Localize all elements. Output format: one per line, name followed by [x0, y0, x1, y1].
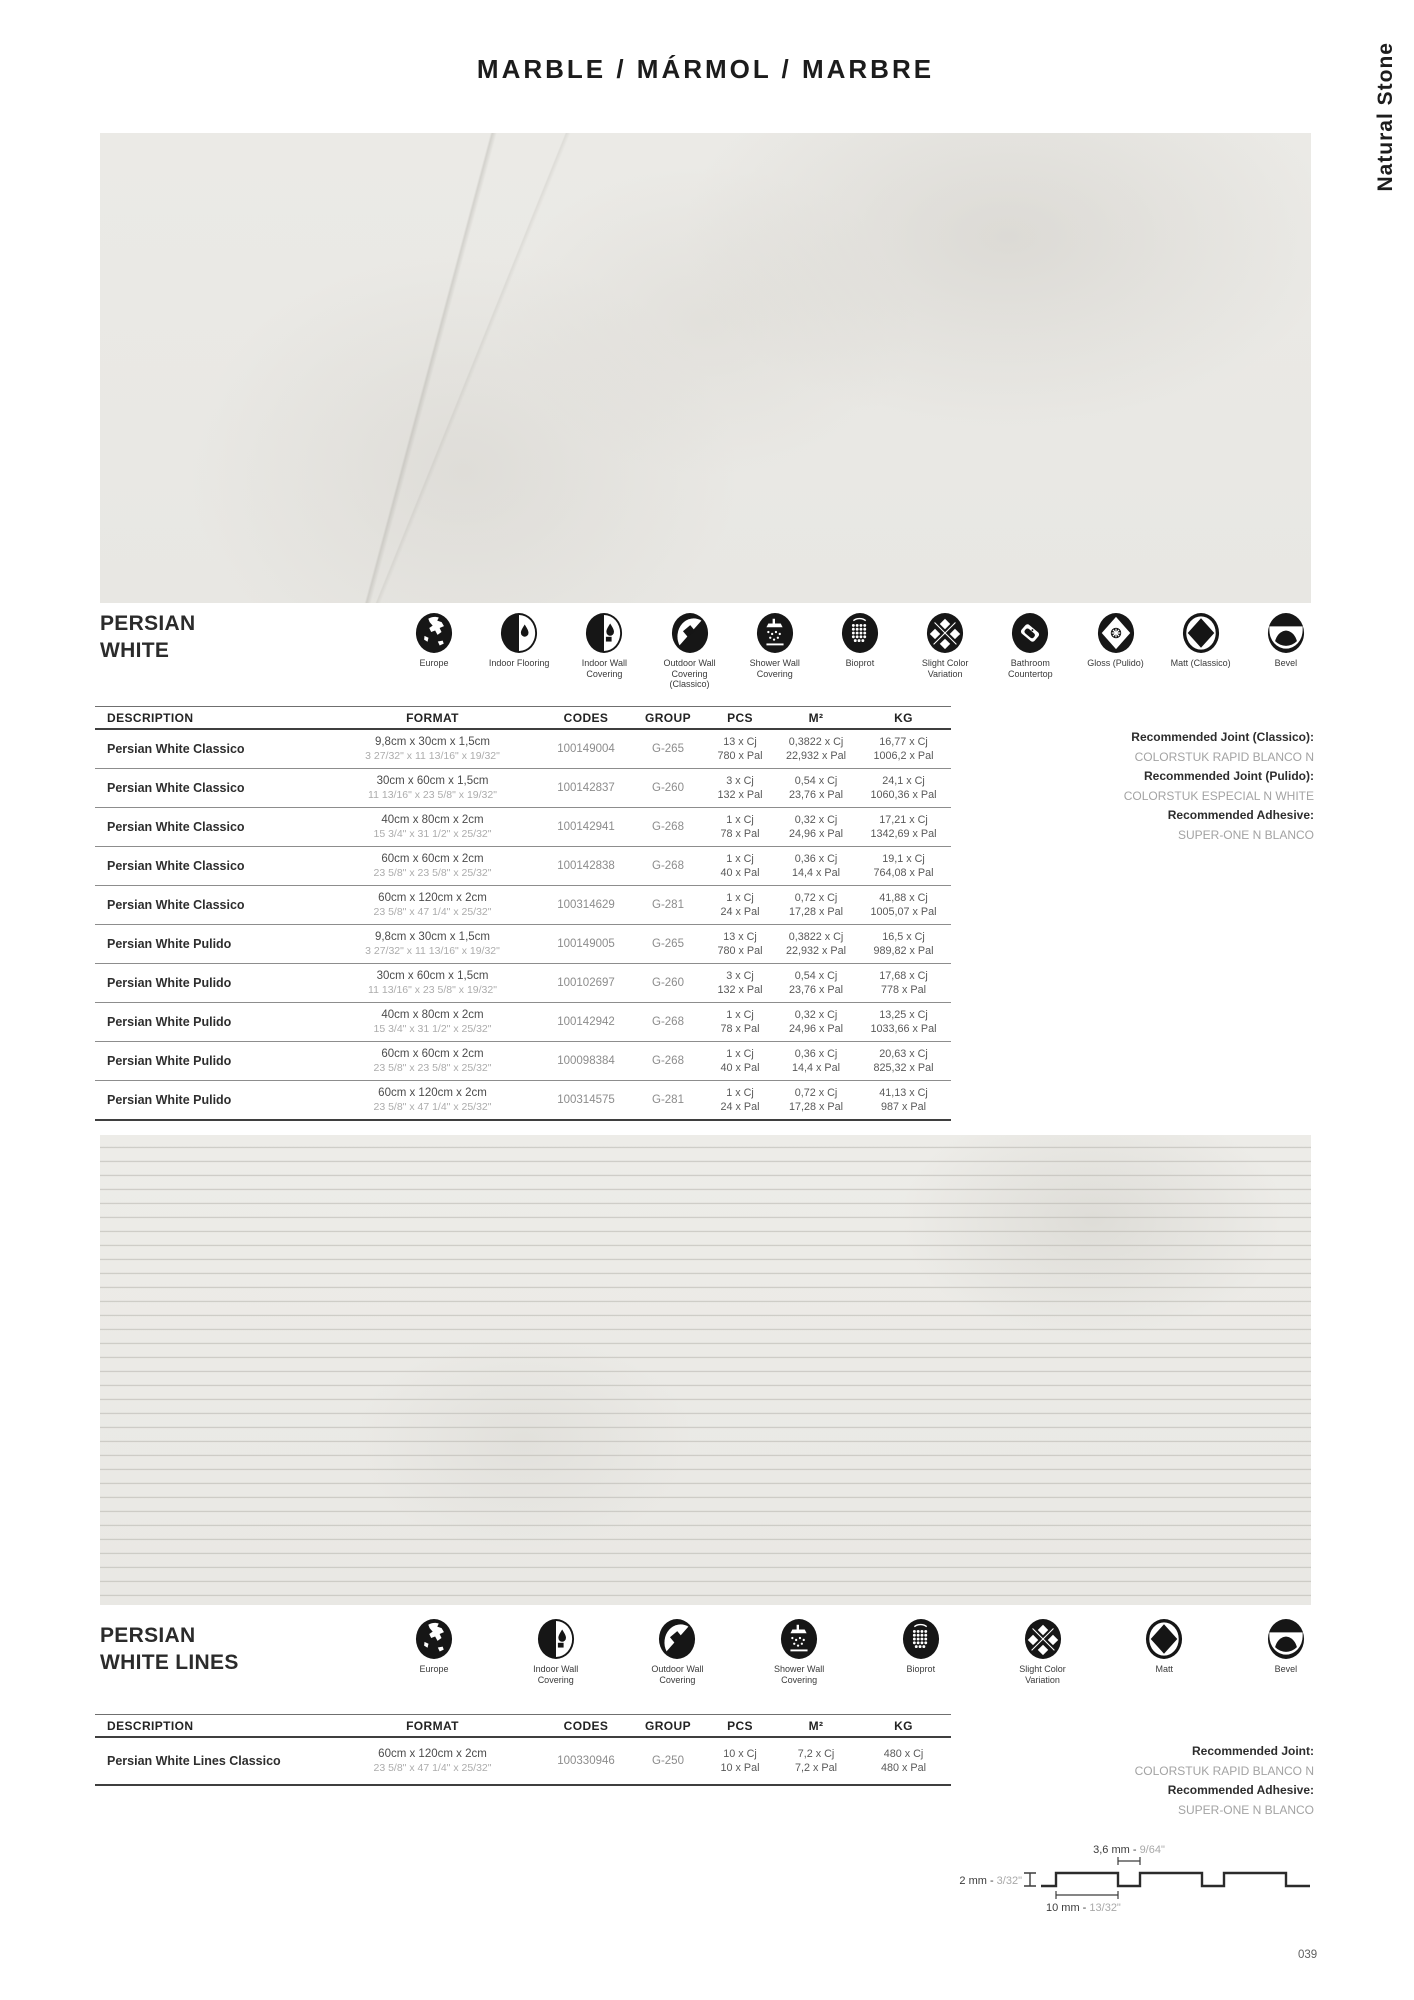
slight-color-variation-icon	[1024, 1618, 1062, 1660]
cell-pcs-pallet: 40 x Pal	[720, 867, 760, 879]
feature-icon-cell	[392, 612, 476, 690]
matt-icon	[1145, 1618, 1183, 1660]
cell-description: Persian White Classico	[107, 898, 245, 912]
col-header-description: DESCRIPTION	[107, 710, 194, 725]
product-photo-persian-white	[100, 133, 1311, 603]
col-header-codes: CODES	[563, 710, 609, 725]
recommendation-label: Recommended Joint (Classico):	[1131, 730, 1314, 744]
table-row	[95, 1738, 951, 1786]
cell-kg-box: 41,13 x Cj	[879, 1087, 928, 1099]
feature-icon-cell	[1074, 612, 1158, 690]
cell-pcs-box: 3 x Cj	[726, 775, 754, 787]
cell-m2-pallet: 22,932 x Pal	[785, 945, 847, 957]
cell-pcs-pallet: 40 x Pal	[720, 1062, 760, 1074]
col-header-pcs: PCS	[727, 710, 753, 725]
cell-kg-box: 24,1 x Cj	[882, 775, 925, 787]
feature-icon-cell	[757, 1618, 841, 1685]
persian-white-spec-table	[95, 706, 951, 1121]
col-header-codes: CODES	[563, 1718, 609, 1733]
feature-icon-cell	[1122, 1618, 1206, 1685]
cell-m2-pallet: 14,4 x Pal	[791, 867, 841, 879]
cell-pcs-pallet: 132 x Pal	[717, 789, 763, 801]
cell-group: G-265	[652, 743, 684, 755]
recommendation-label: Recommended Joint (Pulido):	[1143, 769, 1314, 783]
cell-m2-pallet: 24,96 x Pal	[788, 828, 844, 840]
feature-icon-label: Indoor Wall Covering	[581, 658, 627, 679]
feature-icon-label: Slight Color Variation	[1019, 1664, 1066, 1685]
cell-format-metric: 30cm x 60cm x 1,5cm	[376, 970, 489, 982]
persian-white-lines-spec-table	[95, 1714, 951, 1786]
cell-m2-pallet: 17,28 x Pal	[788, 1101, 844, 1113]
product-title-persian-white-lines	[100, 1622, 239, 1676]
cell-group: G-260	[652, 977, 684, 989]
cell-group: G-268	[652, 860, 684, 872]
cell-group: G-268	[652, 1055, 684, 1067]
outdoor-wall-covering-icon	[658, 1618, 696, 1660]
table-row	[95, 1042, 951, 1081]
cell-m2-box: 0,36 x Cj	[794, 853, 838, 865]
table-row	[95, 769, 951, 808]
dim-10mm-measure	[1056, 1891, 1118, 1899]
cell-kg-box: 17,68 x Cj	[879, 970, 928, 982]
indoor-flooring-icon	[500, 612, 538, 654]
cell-format-imperial: 3 27/32" x 11 13/16" x 19/32"	[365, 945, 500, 957]
cell-code: 100102697	[557, 977, 615, 989]
table-header-row	[95, 706, 951, 730]
feature-icon-cell	[988, 612, 1072, 690]
cell-pcs-box: 1 x Cj	[726, 1087, 754, 1099]
cell-format-metric: 30cm x 60cm x 1,5cm	[376, 775, 489, 787]
bioprot-icon	[902, 1618, 940, 1660]
cell-description: Persian White Classico	[107, 820, 245, 834]
cell-code: 100314629	[557, 899, 615, 911]
feature-icon-label: Bathroom Countertop	[1008, 658, 1053, 679]
feature-icon-label: Matt	[1155, 1664, 1173, 1674]
cell-pcs-pallet: 78 x Pal	[720, 828, 760, 840]
table-body	[95, 730, 951, 1121]
feature-icons-row	[392, 1618, 1328, 1685]
cell-description: Persian White Pulido	[107, 937, 232, 951]
europe-icon	[415, 612, 453, 654]
cell-pcs-pallet: 78 x Pal	[720, 1023, 760, 1035]
cell-kg-box: 16,5 x Cj	[882, 931, 925, 943]
table-row	[95, 730, 951, 769]
feature-icon-cell	[1244, 612, 1328, 690]
cell-m2-pallet: 24,96 x Pal	[788, 1023, 844, 1035]
cell-group: G-260	[652, 782, 684, 794]
feature-icon-cell	[1244, 1618, 1328, 1685]
feature-icon-label: Gloss (Pulido)	[1087, 658, 1144, 668]
cell-code: 100098384	[557, 1055, 615, 1067]
recommendation-value: SUPER-ONE N BLANCO	[1177, 1802, 1314, 1817]
cell-pcs-box: 10 x Cj	[723, 1748, 757, 1760]
cell-format-metric: 60cm x 60cm x 2cm	[381, 853, 484, 865]
cell-m2-pallet: 22,932 x Pal	[785, 750, 847, 762]
section-vertical-label: Natural Stone	[1374, 42, 1397, 192]
cell-description: Persian White Pulido	[107, 1093, 232, 1107]
recommendation-label: Recommended Joint:	[1191, 1744, 1314, 1758]
cell-format-imperial: 23 5/8" x 23 5/8" x 25/32"	[373, 1062, 492, 1074]
feature-icon-label: Bevel	[1274, 658, 1298, 668]
cell-group: G-265	[652, 938, 684, 950]
cell-format-imperial: 11 13/16" x 23 5/8" x 19/32"	[368, 984, 497, 996]
table-row	[95, 964, 951, 1003]
cell-group: G-250	[652, 1755, 684, 1767]
cell-pcs-box: 13 x Cj	[723, 736, 757, 748]
feature-icon-cell	[818, 612, 902, 690]
cell-m2-pallet: 23,76 x Pal	[788, 984, 844, 996]
dim-2mm-bracket	[1024, 1873, 1036, 1886]
table-row	[95, 847, 951, 886]
cell-kg-box: 16,77 x Cj	[879, 736, 928, 748]
cell-m2-box: 0,72 x Cj	[794, 1087, 838, 1099]
feature-icon-label: Slight Color Variation	[921, 658, 969, 679]
page-title: MARBLE / MÁRMOL / MARBRE	[476, 54, 935, 84]
cell-code: 100142838	[557, 860, 615, 872]
table-row	[95, 886, 951, 925]
cell-kg-box: 17,21 x Cj	[879, 814, 928, 826]
feature-icon-label: Indoor Flooring	[488, 658, 550, 668]
cell-pcs-pallet: 780 x Pal	[717, 750, 763, 762]
feature-icon-label: Europe	[419, 1664, 449, 1674]
recommendation-label: Recommended Adhesive:	[1167, 808, 1314, 822]
feature-icon-cell	[648, 612, 732, 690]
col-header-kg: KG	[894, 1718, 913, 1733]
cell-m2-box: 0,72 x Cj	[794, 892, 838, 904]
cell-group: G-281	[652, 899, 684, 911]
recommendation-value: SUPER-ONE N BLANCO	[1177, 827, 1314, 842]
cell-format-metric: 9,8cm x 30cm x 1,5cm	[374, 931, 491, 943]
cell-description: Persian White Lines Classico	[107, 1754, 281, 1768]
recommendation	[1135, 1742, 1314, 1781]
cell-pcs-pallet: 10 x Pal	[720, 1762, 760, 1774]
table-row	[95, 1081, 951, 1121]
outdoor-wall-covering-icon	[671, 612, 709, 654]
cell-m2-box: 0,32 x Cj	[794, 814, 838, 826]
recommendation-value: COLORSTUK ESPECIAL N WHITE	[1123, 788, 1314, 803]
feature-icon-label: Matt (Classico)	[1170, 658, 1231, 668]
feature-icon-cell	[392, 1618, 476, 1685]
cell-group: G-281	[652, 1094, 684, 1106]
cell-m2-box: 0,36 x Cj	[794, 1048, 838, 1060]
cell-code: 100142941	[557, 821, 615, 833]
cell-format-imperial: 15 3/4" x 31 1/2" x 25/32"	[373, 828, 492, 840]
europe-icon	[415, 1618, 453, 1660]
cell-kg-box: 19,1 x Cj	[882, 853, 925, 865]
recommendation-value: COLORSTUK RAPID BLANCO N	[1134, 749, 1314, 764]
slight-color-variation-icon	[926, 612, 964, 654]
cell-format-metric: 60cm x 120cm x 2cm	[378, 1087, 487, 1099]
cell-kg-pallet: 989,82 x Pal	[873, 945, 934, 957]
cell-m2-box: 0,54 x Cj	[794, 970, 838, 982]
feature-icon-cell	[514, 1618, 598, 1685]
cell-pcs-box: 1 x Cj	[726, 1009, 754, 1021]
table-row	[95, 1003, 951, 1042]
cell-m2-pallet: 14,4 x Pal	[791, 1062, 841, 1074]
feature-icons-row	[392, 612, 1328, 690]
cell-code: 100314575	[557, 1094, 615, 1106]
product-photo-persian-white-lines	[100, 1135, 1311, 1605]
product-title-line2: WHITE	[100, 639, 170, 662]
cell-kg-pallet: 1005,07 x Pal	[870, 906, 937, 918]
recommendation	[1124, 728, 1314, 767]
dim-3-6mm-measure	[1118, 1857, 1140, 1865]
table-row	[95, 925, 951, 964]
col-header-format: FORMAT	[406, 710, 459, 725]
cell-m2-pallet: 23,76 x Pal	[788, 789, 844, 801]
cell-format-imperial: 23 5/8" x 47 1/4" x 25/32"	[373, 906, 492, 918]
recommendation	[1124, 806, 1314, 845]
cell-description: Persian White Classico	[107, 859, 245, 873]
bevel-icon	[1267, 612, 1305, 654]
cell-code: 100149004	[557, 743, 615, 755]
col-header-group: GROUP	[644, 1718, 691, 1733]
cell-format-metric: 9,8cm x 30cm x 1,5cm	[374, 736, 491, 748]
cell-m2-pallet: 7,2 x Pal	[794, 1762, 837, 1774]
cell-kg-pallet: 1033,66 x Pal	[870, 1023, 937, 1035]
cell-kg-pallet: 480 x Pal	[880, 1762, 927, 1774]
table-body	[95, 1738, 951, 1786]
cell-format-imperial: 23 5/8" x 23 5/8" x 25/32"	[373, 867, 492, 879]
cell-description: Persian White Pulido	[107, 1054, 232, 1068]
cell-pcs-pallet: 24 x Pal	[720, 1101, 760, 1113]
cell-code: 100149005	[557, 938, 615, 950]
feature-icon-cell	[562, 612, 646, 690]
col-header-description: DESCRIPTION	[107, 1718, 194, 1733]
product-title-line1: PERSIAN	[100, 612, 196, 635]
cell-description: Persian White Classico	[107, 781, 245, 795]
cell-format-metric: 40cm x 80cm x 2cm	[381, 814, 484, 826]
shower-wall-covering-icon	[780, 1618, 818, 1660]
feature-icon-cell	[879, 1618, 963, 1685]
cell-kg-box: 41,88 x Cj	[879, 892, 928, 904]
table-row	[95, 808, 951, 847]
indoor-wall-covering-icon	[585, 612, 623, 654]
cell-kg-pallet: 1060,36 x Pal	[870, 789, 937, 801]
product-title-persian-white	[100, 610, 195, 664]
cell-kg-pallet: 778 x Pal	[880, 984, 927, 996]
cell-m2-box: 0,3822 x Cj	[788, 736, 844, 748]
cell-kg-box: 480 x Cj	[883, 1748, 924, 1760]
col-header-m2: M²	[808, 710, 824, 725]
cell-format-imperial: 23 5/8" x 47 1/4" x 25/32"	[373, 1101, 492, 1113]
recommendations-persian-white	[1124, 728, 1314, 845]
cell-format-metric: 60cm x 60cm x 2cm	[381, 1048, 484, 1060]
recommendations-persian-white-lines	[1135, 1742, 1314, 1820]
cell-pcs-pallet: 132 x Pal	[717, 984, 763, 996]
page-number: 039	[1298, 1949, 1318, 1961]
cell-pcs-box: 1 x Cj	[726, 853, 754, 865]
product-title-line2: WHITE LINES	[100, 1651, 239, 1674]
feature-icon-label: Shower Wall Covering	[774, 1664, 825, 1685]
cell-description: Persian White Pulido	[107, 1015, 232, 1029]
cell-format-imperial: 15 3/4" x 31 1/2" x 25/32"	[373, 1023, 492, 1035]
feature-icon-label: Indoor Wall Covering	[533, 1664, 579, 1685]
cell-group: G-268	[652, 821, 684, 833]
feature-icon-label: Europe	[419, 658, 449, 668]
diagram-dim-2mm-label: 2 mm - 3/32"	[959, 1875, 1022, 1887]
cell-kg-box: 13,25 x Cj	[879, 1009, 928, 1021]
cell-pcs-box: 13 x Cj	[723, 931, 757, 943]
feature-icon-label: Outdoor Wall Covering (Classico)	[663, 658, 716, 689]
feature-icon-cell	[1001, 1618, 1085, 1685]
table-header-row	[95, 1714, 951, 1738]
feature-icon-cell	[477, 612, 561, 690]
cell-format-imperial: 3 27/32" x 11 13/16" x 19/32"	[365, 750, 500, 762]
recommendation	[1135, 1781, 1314, 1820]
feature-icon-label: Shower Wall Covering	[749, 658, 800, 679]
cell-pcs-box: 1 x Cj	[726, 814, 754, 826]
cell-pcs-box: 1 x Cj	[726, 892, 754, 904]
cell-pcs-box: 3 x Cj	[726, 970, 754, 982]
gloss-icon	[1097, 612, 1135, 654]
diagram-dim-10mm-label: 10 mm - 13/32"	[1046, 1902, 1121, 1914]
col-header-m2: M²	[808, 1718, 824, 1733]
feature-icon-cell	[733, 612, 817, 690]
cell-m2-box: 7,2 x Cj	[797, 1748, 835, 1760]
diagram-dim-3-6mm-label: 3,6 mm - 9/64"	[1093, 1844, 1165, 1856]
recommendation-value: COLORSTUK RAPID BLANCO N	[1134, 1763, 1314, 1778]
bevel-icon	[1267, 1618, 1305, 1660]
col-header-group: GROUP	[644, 710, 691, 725]
indoor-wall-covering-icon	[537, 1618, 575, 1660]
cell-format-imperial: 11 13/16" x 23 5/8" x 19/32"	[368, 789, 497, 801]
feature-icon-label: Bioprot	[906, 1664, 936, 1674]
bathroom-countertop-icon	[1011, 612, 1049, 654]
cell-pcs-box: 1 x Cj	[726, 1048, 754, 1060]
bioprot-icon	[841, 612, 879, 654]
shower-wall-covering-icon	[756, 612, 794, 654]
cell-kg-pallet: 825,32 x Pal	[873, 1062, 934, 1074]
cell-format-metric: 60cm x 120cm x 2cm	[378, 1748, 487, 1760]
matt-icon	[1182, 612, 1220, 654]
cell-pcs-pallet: 780 x Pal	[717, 945, 763, 957]
cell-m2-pallet: 17,28 x Pal	[788, 906, 844, 918]
feature-icon-label: Bevel	[1274, 1664, 1298, 1674]
feature-icon-label: Bioprot	[845, 658, 875, 668]
cell-description: Persian White Pulido	[107, 976, 232, 990]
cell-kg-pallet: 1006,2 x Pal	[873, 750, 934, 762]
cell-kg-pallet: 764,08 x Pal	[873, 867, 934, 879]
col-header-format: FORMAT	[406, 1718, 459, 1733]
col-header-pcs: PCS	[727, 1718, 753, 1733]
feature-icon-cell	[635, 1618, 719, 1685]
cell-format-imperial: 23 5/8" x 47 1/4" x 25/32"	[373, 1762, 492, 1774]
cell-code: 100142837	[557, 782, 615, 794]
col-header-kg: KG	[894, 710, 913, 725]
cell-group: G-268	[652, 1016, 684, 1028]
cell-description: Persian White Classico	[107, 742, 245, 756]
cell-pcs-pallet: 24 x Pal	[720, 906, 760, 918]
recommendation-label: Recommended Adhesive:	[1167, 1783, 1314, 1797]
cell-m2-box: 0,32 x Cj	[794, 1009, 838, 1021]
product-title-line1: PERSIAN	[100, 1624, 196, 1647]
cell-format-metric: 60cm x 120cm x 2cm	[378, 892, 487, 904]
recommendation	[1124, 767, 1314, 806]
cell-format-metric: 40cm x 80cm x 2cm	[381, 1009, 484, 1021]
profile-wave-line	[1041, 1873, 1310, 1886]
feature-icon-cell	[1159, 612, 1243, 690]
cell-m2-box: 0,54 x Cj	[794, 775, 838, 787]
cell-code: 100142942	[557, 1016, 615, 1028]
cell-kg-pallet: 1342,69 x Pal	[870, 828, 937, 840]
cell-kg-pallet: 987 x Pal	[880, 1101, 927, 1113]
cell-code: 100330946	[557, 1755, 615, 1767]
feature-icon-cell	[903, 612, 987, 690]
cell-m2-box: 0,3822 x Cj	[788, 931, 844, 943]
cell-kg-box: 20,63 x Cj	[879, 1048, 928, 1060]
feature-icon-label: Outdoor Wall Covering	[651, 1664, 704, 1685]
